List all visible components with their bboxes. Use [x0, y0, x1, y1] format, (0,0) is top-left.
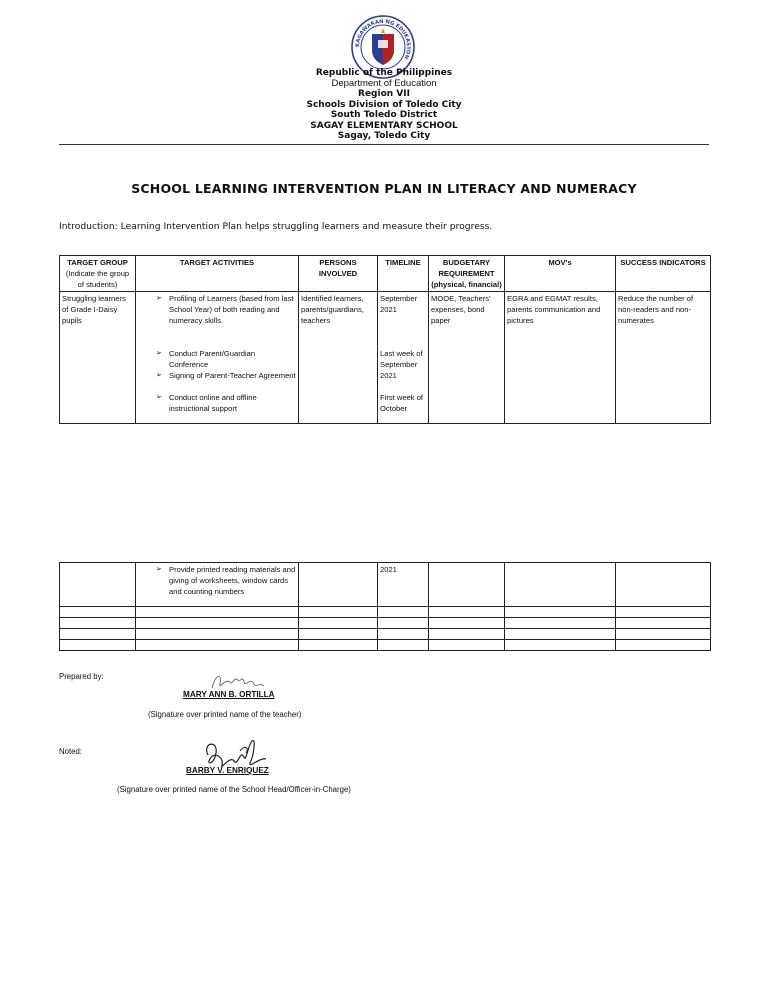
header-movs: MOV's: [548, 258, 572, 267]
header-department: Department of Education: [331, 77, 437, 89]
cell-timeline: 2021: [378, 563, 429, 607]
activity-instructional-support: Conduct online and offline instructional support: [169, 393, 257, 413]
letterhead: [0, 68, 768, 142]
header-success-indicators: SUCCESS INDICATORS: [620, 258, 706, 267]
header-persons-involved: PERSONS INVOLVED: [318, 258, 358, 278]
cell-target-activities: [136, 563, 299, 607]
seal-text: KAGAWARAN NG EDUKASYON: [354, 18, 412, 60]
noted-label: Noted:: [59, 747, 82, 756]
header-republic: Republic of the Philippines: [315, 68, 453, 78]
teacher-caption: (Signature over printed name of the teacher): [148, 710, 302, 719]
header-budgetary: BUDGETARY REQUIREMENT: [438, 258, 495, 278]
prepared-by-label: Prepared by:: [59, 672, 104, 681]
timeline-3: First week of October: [380, 393, 424, 413]
header-budgetary-sub: (physical, financial): [431, 280, 502, 289]
header-target-group: TARGET GROUP: [67, 258, 128, 267]
cell-success-indicators: Reduce the number of non-readers and non-numerates: [616, 292, 711, 424]
school-head-caption: (Signature over printed name of the School Head/Officer-in-Charge): [117, 785, 351, 794]
activity-profiling: Profiling of Learners (based from last School Year) of both reading and numeracy skills.: [169, 294, 294, 325]
table-row: [60, 618, 711, 629]
arrowhead-bullet-icon: ➢: [156, 566, 162, 573]
table-header-row: [60, 256, 711, 292]
cell-target-group: Struggling learners of Grade I-Daisy pupils: [60, 292, 136, 424]
intervention-table-continued: [59, 562, 711, 651]
cell-movs: EGRA and EGMAT results, parents communication and pictures: [505, 292, 616, 424]
list-item: [138, 293, 296, 326]
arrowhead-bullet-icon: ➢: [156, 394, 162, 401]
list-item: [138, 348, 296, 370]
document-title: SCHOOL LEARNING INTERVENTION PLAN IN LITERACY AND NUMERACY: [131, 181, 637, 196]
timeline-1: September 2021: [380, 294, 418, 314]
activity-conference: Conduct Parent/Guardian Conference: [169, 349, 256, 369]
list-item: [138, 370, 296, 381]
header-address: Sagay, Toledo City: [337, 131, 431, 141]
introduction: Introduction: Learning Intervention Plan helps struggling learners and measure their progress.: [59, 221, 493, 232]
header-target-activities: TARGET ACTIVITIES: [179, 258, 255, 267]
activity-agreement: Signing of Parent-Teacher Agreement: [169, 371, 296, 380]
table-row: [60, 640, 711, 651]
header-district: South Toledo District: [330, 110, 438, 120]
cell-target-activities: [136, 292, 299, 424]
list-item: [138, 564, 296, 597]
header-division: Schools Division of Toledo City: [306, 99, 462, 110]
header-school: SAGAY ELEMENTARY SCHOOL: [310, 120, 458, 131]
arrowhead-bullet-icon: ➢: [156, 372, 162, 379]
header-target-group-sub: (Indicate the group of students): [65, 269, 130, 289]
cell-timeline: [378, 292, 429, 424]
list-item: [138, 392, 296, 414]
header-timeline: TIMELINE: [385, 258, 421, 267]
arrowhead-bullet-icon: ➢: [156, 350, 162, 357]
cell-budgetary: MOOE, Teachers' expenses, bond paper: [429, 292, 505, 424]
header-divider: [59, 144, 709, 145]
cell-persons-involved: Identified learners, parents/guardians, teachers: [299, 292, 378, 424]
header-region: Region VII: [358, 89, 410, 99]
table-row: [60, 563, 711, 607]
teacher-name: MARY ANN B. ORTILLA: [183, 690, 275, 699]
table-row: [60, 629, 711, 640]
timeline-2: Last week of September 2021: [380, 349, 423, 380]
school-head-name: BARBY V. ENRIQUEZ: [186, 766, 269, 775]
arrowhead-bullet-icon: ➢: [156, 295, 162, 302]
table-row: [60, 292, 711, 424]
table-row: [60, 607, 711, 618]
activity-printed-materials: Provide printed reading materials and giving of worksheets, window cards and counting numbers: [169, 565, 296, 596]
intervention-table: [59, 255, 711, 424]
